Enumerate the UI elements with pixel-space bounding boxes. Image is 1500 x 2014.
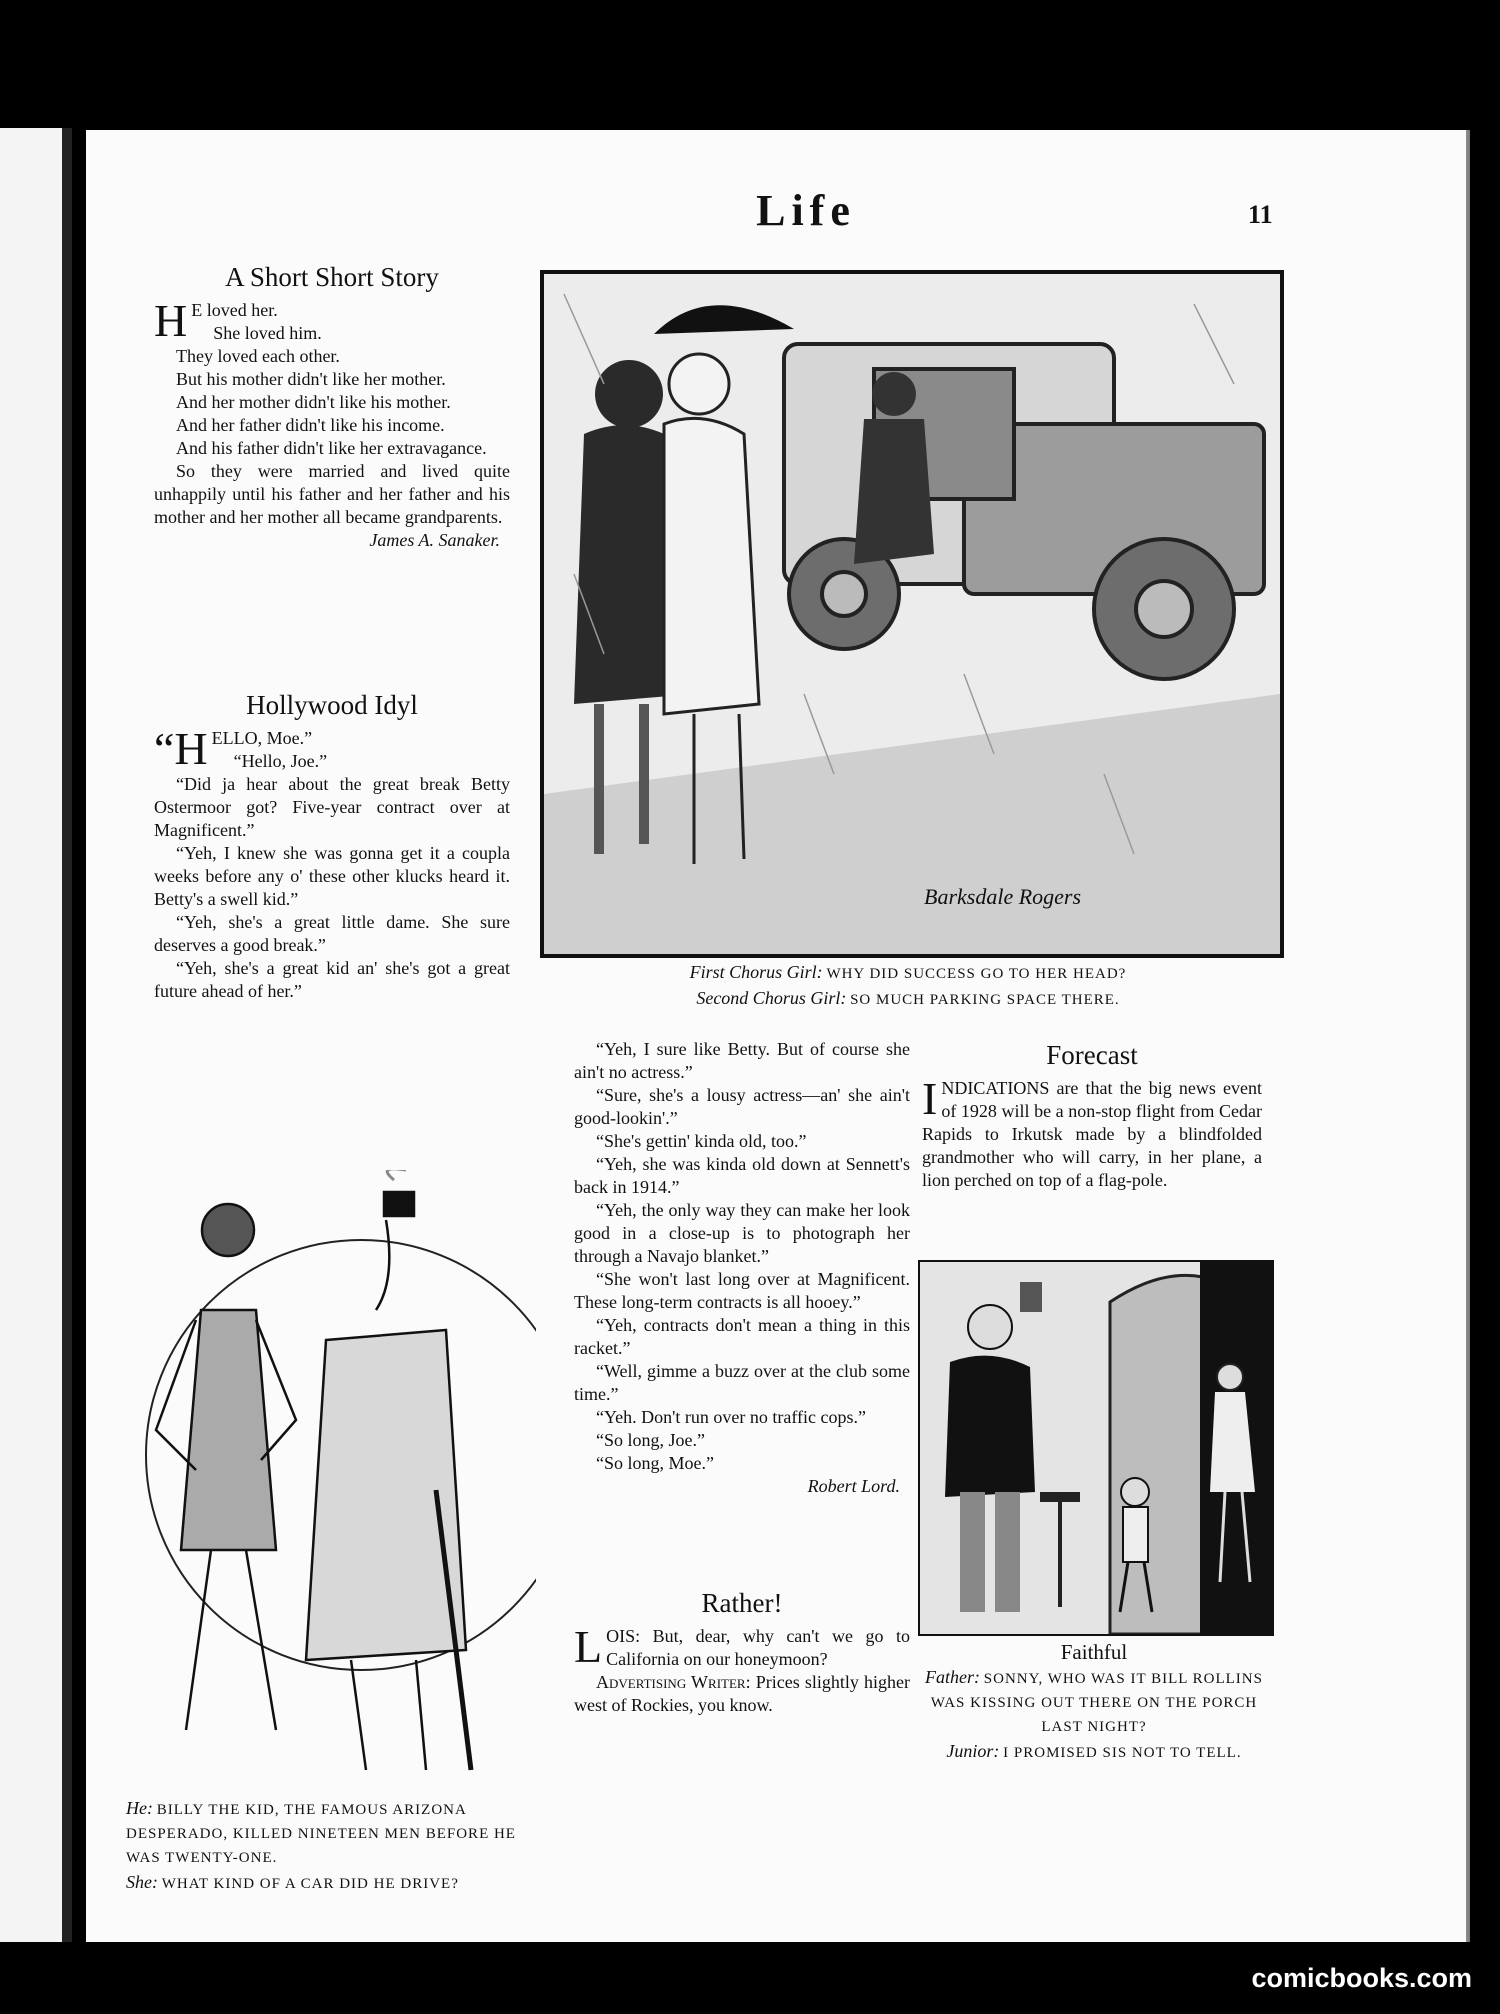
- page-number: 11: [1248, 200, 1273, 229]
- idyl-paragraph: “She won't last long over at Magnificent. These long-term contracts is all hooey.”: [574, 1269, 910, 1312]
- faithful-title: Faithful: [1060, 1640, 1128, 1664]
- billy-caption-line2: She: WHAT KIND OF A CAR DID HE DRIVE?: [126, 1872, 459, 1892]
- short-story-body: [154, 295, 510, 552]
- forecast-title: Forecast: [1046, 1040, 1138, 1070]
- chorus-caption-line1: First Chorus Girl: WHY DID SUCCESS GO TO HER HEAD?: [689, 962, 1127, 982]
- idyl-paragraph: “Well, gimme a buzz over at the club some time.”: [574, 1361, 910, 1404]
- idyl-body-col1: [154, 723, 510, 1003]
- story-paragraph: She loved him.: [213, 323, 322, 343]
- chorus-caption-line2: Second Chorus Girl: SO MUCH PARKING SPACE THERE.: [696, 988, 1120, 1008]
- rather-article: [574, 1588, 910, 1717]
- faithful-illustration: [918, 1260, 1274, 1636]
- rather-title: Rather!: [701, 1588, 783, 1618]
- rather-body: [574, 1621, 911, 1717]
- faithful-caption-line1: Father: SONNY, WHO WAS IT BILL ROLLINS WAS KISSING OUT THERE ON THE PORCH LAST NIGHT?: [925, 1667, 1263, 1735]
- story-paragraph: They loved each other.: [176, 346, 340, 366]
- side-table: [1040, 1492, 1080, 1502]
- story-paragraph: And her mother didn't like his mother.: [176, 392, 451, 412]
- idyl-paragraph: “She's gettin' kinda old, too.”: [596, 1131, 807, 1151]
- forecast-paragraph: INDICATIONS are that the big news event of 1928 will be a non-stop flight from Cedar Rapids to Irkutsk made by a blindfolded grandmother who will carry, in her plane, a lion perched on top of a flag-pole.: [922, 1073, 1262, 1190]
- faithful-caption-line2: Junior: I PROMISED SIS NOT TO TELL.: [946, 1741, 1242, 1761]
- idyl-paragraph: “Yeh. Don't run over no traffic cops.”: [596, 1407, 867, 1427]
- couple-drawing: [136, 1170, 536, 1790]
- story-paragraph: And her father didn't like his income.: [176, 415, 445, 435]
- story-paragraph: And his father didn't like her extravagance.: [176, 438, 487, 458]
- idyl-paragraph: “Yeh, she's a great kid an' she's got a great future ahead of her.”: [154, 958, 510, 1001]
- idyl-body-col2: [574, 1038, 910, 1498]
- chorus-caption: [540, 960, 1276, 1012]
- rather-paragraph: Advertising Writer: Prices slightly higher west of Rockies, you know.: [574, 1672, 911, 1715]
- chorus-girls-illustration: [540, 270, 1284, 958]
- idyl-article: [154, 690, 510, 1003]
- idyl-paragraph: “Yeh, contracts don't mean a thing in this racket.”: [574, 1315, 910, 1358]
- idyl-paragraph: “Yeh, she's a great little dame. She sure deserves a good break.”: [154, 912, 510, 955]
- rather-paragraph: LOIS: But, dear, why can't we go to California on our honeymoon?: [574, 1621, 910, 1672]
- story-paragraph: H E loved her.: [154, 295, 278, 346]
- idyl-paragraph: “Hello, Joe.”: [233, 751, 328, 771]
- drop-cap: I: [922, 1073, 938, 1124]
- left-page-edge: [0, 128, 70, 1942]
- forecast-body: [922, 1073, 1262, 1192]
- faithful-caption: [918, 1640, 1270, 1765]
- forecast-article: [922, 1040, 1262, 1192]
- idyl-paragraph: “So long, Moe.”: [596, 1453, 714, 1473]
- site-watermark: comicbooks.com: [1251, 1963, 1472, 1993]
- idyl-paragraph: “Did ja hear about the great break Betty Ostermoor got? Five-year contract over at Magnificent.”: [154, 774, 510, 840]
- idyl-paragraph: “H ELLO, Moe.”: [154, 723, 313, 774]
- idyl-paragraph: “Yeh, she was kinda old down at Sennett's back in 1914.”: [574, 1154, 910, 1197]
- faithful-drawing: [920, 1262, 1272, 1634]
- artist-signature: Barksdale Rogers: [924, 884, 1082, 909]
- masthead-title: Life: [756, 186, 856, 235]
- drop-cap: L: [574, 1621, 603, 1672]
- cigarette-smoke: [387, 1170, 406, 1180]
- magazine-page: [86, 130, 1466, 1942]
- short-story-title: A Short Short Story: [225, 262, 439, 292]
- drop-cap: H: [154, 295, 188, 346]
- idyl-paragraph: “Yeh, I knew she was gonna get it a coupla weeks before any o' these other klucks heard it. Betty's a swell kid.”: [154, 843, 510, 909]
- billy-the-kid-illustration: [136, 1170, 536, 1790]
- idyl-paragraph: “So long, Joe.”: [596, 1430, 705, 1450]
- idyl-title: Hollywood Idyl: [246, 690, 418, 720]
- idyl-byline: Robert Lord.: [807, 1476, 900, 1496]
- drop-cap: “H: [154, 723, 208, 774]
- short-story-article: [154, 262, 510, 552]
- chorus-girls-drawing: [544, 274, 1280, 954]
- faithful-signature: Prosy: [1236, 1618, 1262, 1630]
- short-story-byline: James A. Sanaker.: [369, 530, 500, 550]
- faithful-caption-text: [918, 1665, 1270, 1765]
- wall-picture: [1020, 1282, 1042, 1312]
- idyl-paragraph: “Yeh, the only way they can make her look good in a close-up is to photograph her through a Navajo blanket.”: [574, 1200, 910, 1266]
- story-paragraph: So they were married and lived quite unhappily until his father and her father and his mother and her mother all became grandparents.: [154, 461, 510, 527]
- story-paragraph: But his mother didn't like her mother.: [176, 369, 446, 389]
- billy-caption-line1: He: BILLY THE KID, THE FAMOUS ARIZONA DESPERADO, KILLED NINETEEN MEN BEFORE HE WAS TWENTY-ONE.: [126, 1798, 516, 1866]
- book-gutter: [62, 128, 72, 1942]
- idyl-paragraph: “Sure, she's a lousy actress—an' she ain't good-lookin'.”: [574, 1085, 910, 1128]
- dandy-man: [306, 1192, 471, 1770]
- idyl-paragraph: “Yeh, I sure like Betty. But of course she ain't no actress.”: [574, 1039, 910, 1082]
- billy-caption: [126, 1796, 546, 1896]
